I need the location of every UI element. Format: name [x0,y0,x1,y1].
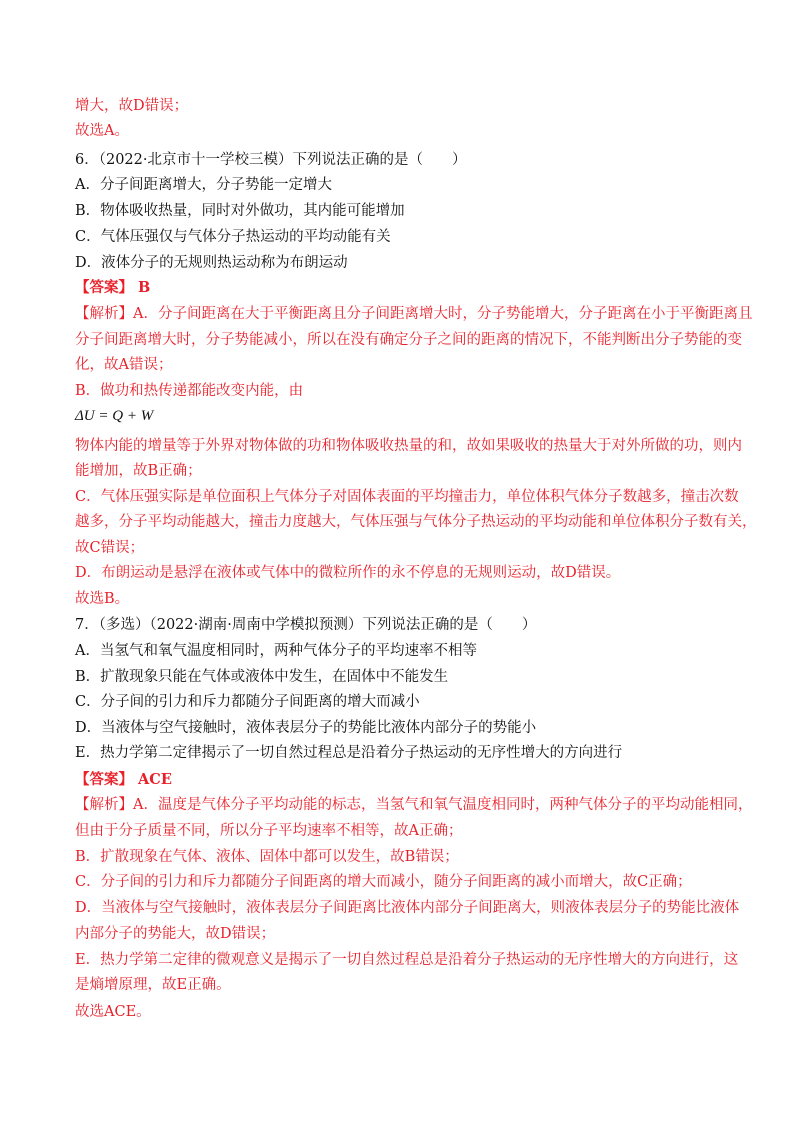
q7-exp-6: 内部分子的势能大，故D错误； [75,926,276,942]
q7-opt-a: A．当氢气和氧气温度相同时，两种气体分子的平均速率不相等 [75,643,477,659]
q6-exp-5: 物体内能的增量等于外界对物体做的功和物体吸收热量的和，故如果吸收的热量大于对外所做的功，则内 [75,438,742,454]
q7-exp-1: 【解析】A．温度是气体分子平均动能的标志，当氢气和氧气温度相同时，两种气体分子的平均动能相同， [75,797,753,813]
q6-exp-8: 越多，分子平均动能越大，撞击力度越大，气体压强与气体分子热运动的平均动能和单位体积分子数有关， [75,514,757,530]
q6-exp-9: 故C错误； [75,540,145,556]
q6-exp-7: C．气体压强实际是单位面积上气体分子对固体表面的平均撞击力，单位体积气体分子数越多，撞击次数 [75,489,739,505]
q7-opt-d: D．当液体与空气接触时，液体表层分子的势能比液体内部分子的势能小 [75,720,537,736]
q6-opt-d: D．液体分子的无规则热运动称为布朗运动 [75,255,348,271]
q7-opt-b: B．扩散现象只能在气体或液体中发生，在固体中不能发生 [75,669,449,685]
q6-opt-a: A．分子间距离增大，分子势能一定增大 [75,177,332,193]
q7-exp-3: B．扩散现象在气体、液体、固体中都可以发生，故B错误； [75,849,459,865]
q7-exp-7: E．热力学第二定律的微观意义是揭示了一切自然过程总是沿着分子热运动的无序性增大的方向进行，这 [75,952,739,968]
q6-opt-c: C．气体压强仅与气体分子热运动的平均动能有关 [75,229,391,245]
q7-answer: 【答案】 ACE [75,771,172,788]
q6-answer: 【答案】 B [75,279,151,296]
q6-exp-10: D．布朗运动是悬浮在液体或气体中的微粒所作的永不停息的无规则运动，故D错误。 [75,565,621,581]
q6-exp-4: B．做功和热传递都能改变内能，由 [75,383,304,399]
q6-opt-b: B．物体吸收热量，同时对外做功，其内能可能增加 [75,203,405,219]
prev-end-1: 增大，故D错误； [75,98,189,114]
q6-formula: ΔU = Q + W [75,408,154,424]
q7-opt-c: C．分子间的引力和斥力都随分子间距离的增大而减小 [75,694,420,710]
q7-exp-5: D．当液体与空气接触时，液体表层分子间距离比液体内部分子间距离大，则液体表层分子的势能比液体 [75,900,740,916]
prev-end-2: 故选A。 [75,123,129,139]
q6-exp-2: 分子间距离增大时，分子势能减小，所以在没有确定分子之间的距离的情况下，不能判断出分子势能的变 [75,332,742,348]
q7-choice: 故选ACE。 [75,1004,151,1020]
q6-exp-1: 【解析】A．分子间距离在大于平衡距离且分子间距离增大时，分子势能增大，分子距离在小于平衡距离且 [75,306,753,322]
q7-opt-e: E．热力学第二定律揭示了一切自然过程总是沿着分子热运动的无序性增大的方向进行 [75,745,623,761]
q7-exp-2: 但由于分子质量不同，所以分子平均速率不相等，故A正确； [75,823,463,839]
q6-exp-3: 化，故A错误； [75,357,173,373]
q6-stem: 6．（2022·北京市十一学校三模）下列说法正确的是（ ） [75,152,467,168]
q7-exp-4: C．分子间的引力和斥力都随分子间距离的增大而减小，随分子间距离的减小而增大，故C正确； [75,874,692,890]
q6-exp-6: 能增加，故B正确； [75,463,202,479]
q7-exp-8: 是熵增原理，故E正确。 [75,977,231,993]
q7-stem: 7．（多选）（2022·湖南·周南中学模拟预测）下列说法正确的是（ ） [75,617,537,633]
q6-choice: 故选B。 [75,591,130,607]
